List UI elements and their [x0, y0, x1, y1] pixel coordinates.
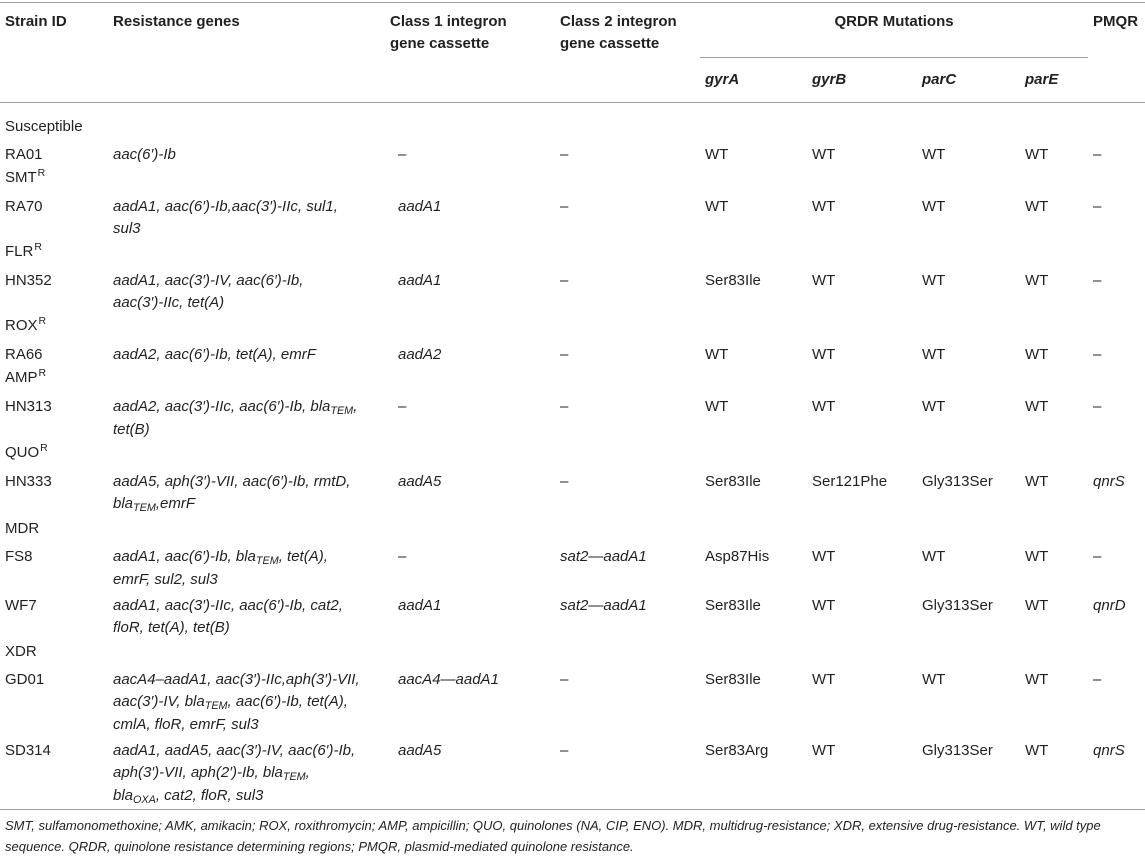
class2-cassette-cell: – [560, 397, 569, 415]
gyrb-mutation-cell: WT [812, 547, 836, 565]
strain-id-cell: HN313 [5, 397, 52, 415]
parc-mutation-cell: WT [922, 145, 946, 163]
gene-subscript: TEM [330, 404, 354, 417]
class2-cassette-cell: – [560, 345, 569, 363]
strain-id-cell: SD314 [0, 736, 108, 810]
gene-line [113, 396, 380, 419]
class2-cassette-cell: sat2—aadA1 [560, 596, 647, 614]
resistance-genes-cell [108, 392, 385, 441]
group-label-superscript: R [37, 167, 46, 180]
pare-mutation-cell: WT [1025, 397, 1049, 415]
group-label: Susceptible [5, 117, 83, 135]
group-label: MDR [5, 519, 40, 537]
group-label-superscript: R [34, 241, 42, 254]
group-label: FLR [5, 243, 34, 260]
gyrb-mutation-cell: WT [812, 596, 836, 614]
gyra-mutation-cell: WT [705, 145, 729, 163]
gyra-mutation-cell: Asp87His [705, 547, 770, 565]
strain-id-cell: GD01 [5, 670, 45, 688]
gene-line [113, 691, 380, 714]
class2-cassette-cell: – [560, 197, 569, 215]
gene-subscript: TEM [282, 770, 306, 783]
header-qrdr-mutations: QRDR Mutations [700, 3, 1088, 58]
group-label: XDR [5, 642, 37, 660]
group-label: SMT [5, 169, 37, 186]
gyra-mutation-cell: WT [705, 397, 729, 415]
pare-mutation-cell: WT [1020, 736, 1088, 810]
pare-mutation-cell: WT [1025, 472, 1049, 490]
strain-row [0, 140, 1145, 166]
gyrb-mutation-cell: WT [812, 670, 836, 688]
strain-row [0, 665, 1145, 736]
pmqr-cell: – [1093, 271, 1102, 289]
strain-row [0, 591, 1145, 639]
pare-mutation-cell: WT [1025, 271, 1049, 289]
table-header [0, 3, 1145, 103]
header-strain-id: Strain ID [0, 3, 108, 103]
group-label-superscript: R [38, 367, 47, 380]
parc-mutation-cell: WT [922, 271, 946, 289]
class1-cassette-cell: aadA2 [398, 345, 442, 363]
header-row-top [0, 3, 1145, 58]
pmqr-cell: – [1093, 145, 1102, 163]
class2-cassette-cell: – [560, 670, 569, 688]
group-row [0, 103, 1145, 140]
resistance-genes-cell [108, 340, 385, 366]
gene-text: , tet(A), [278, 547, 328, 565]
header-pmqr: PMQR [1088, 3, 1145, 103]
gene-line [113, 569, 380, 591]
group-row [0, 240, 1145, 266]
gene-line [113, 471, 380, 493]
pare-mutation-cell: WT [1025, 547, 1049, 565]
gene-line [113, 762, 380, 785]
gene-text: aac(3′)-IIc, tet(A) [113, 293, 225, 311]
header-gyra: gyrA [700, 58, 807, 103]
resistance-genes-cell [108, 140, 385, 166]
gyra-mutation-cell: WT [705, 345, 729, 363]
pmqr-cell: qnrD [1093, 596, 1126, 614]
group-cell [0, 166, 1145, 192]
group-label: ROX [5, 317, 38, 334]
class1-cassette-cell: – [398, 397, 407, 415]
resistance-genes-cell [108, 467, 385, 516]
strain-id-cell: RA66 [5, 345, 43, 363]
gene-line [113, 344, 380, 366]
gene-line [113, 669, 380, 691]
class2-cassette-cell: – [560, 145, 569, 163]
group-cell [0, 240, 1145, 266]
gyra-mutation-cell: Ser83Ile [705, 670, 761, 688]
group-row [0, 366, 1145, 392]
gene-subscript: TEM [255, 554, 279, 567]
group-row [0, 516, 1145, 542]
strain-row [0, 192, 1145, 240]
gene-line [113, 292, 380, 314]
gene-subscript: TEM [133, 501, 156, 514]
parc-mutation-cell: WT [922, 670, 946, 688]
group-label: AMP [5, 369, 38, 386]
gene-line [113, 218, 380, 240]
header-pare: parE [1020, 58, 1088, 103]
gene-text: aadA1, aadA5, aac(3′)-IV, aac(6′)-Ib, [113, 741, 356, 759]
gene-text: aac(3′)-IV, bla [113, 692, 205, 710]
gene-text: aadA1, aac(3′)-IV, aac(6′)-Ib, [113, 271, 304, 289]
gene-text: tet(B) [113, 420, 150, 438]
gene-text: aadA1, aac(6′)-Ib, bla [113, 547, 256, 565]
header-gyrb: gyrB [807, 58, 917, 103]
pare-mutation-cell: WT [1025, 145, 1049, 163]
group-cell [0, 516, 1145, 542]
strain-id-cell: WF7 [5, 596, 37, 614]
gene-text: aacA4–aadA1, aac(3′)-IIc,aph(3′)-VII, [113, 670, 360, 688]
class1-cassette-cell: aadA5 [398, 472, 442, 490]
class2-cassette-cell: sat2—aadA1 [560, 547, 647, 565]
gene-text: aac(6′)-Ib [113, 145, 176, 163]
gene-text: , aac(6′)-Ib, tet(A), [227, 692, 348, 710]
group-cell [0, 639, 1145, 665]
group-label: QUO [5, 444, 40, 461]
group-row [0, 639, 1145, 665]
group-label-superscript: R [38, 315, 47, 328]
strain-row [0, 266, 1145, 314]
header-class1-cassette [385, 3, 555, 103]
gyrb-mutation-cell: WT [812, 145, 836, 163]
gyrb-mutation-cell: Ser121Phe [812, 472, 888, 490]
class1-cassette-cell: aadA1 [398, 197, 442, 215]
pmqr-cell: qnrS [1093, 472, 1125, 490]
gene-line [113, 493, 380, 516]
strain-id-cell: RA70 [5, 197, 43, 215]
parc-mutation-cell: WT [922, 397, 946, 415]
gene-line [113, 595, 380, 617]
gene-text: cmlA, floR, emrF, sul3 [113, 715, 259, 733]
gyrb-mutation-cell: WT [812, 397, 836, 415]
gene-text: , [353, 397, 358, 415]
group-label-superscript: R [40, 442, 48, 455]
gene-line [113, 785, 380, 808]
gene-text: aadA2, aac(3′)-IIc, aac(6′)-Ib, bla [113, 397, 331, 415]
class1-cassette-cell: – [398, 547, 407, 565]
group-row [0, 314, 1145, 340]
strain-row [0, 467, 1145, 516]
gene-text: aadA1, aac(3′)-IIc, aac(6′)-Ib, cat2, [113, 596, 343, 614]
gyra-mutation-cell: Ser83Ile [705, 271, 761, 289]
pmqr-cell: – [1093, 670, 1102, 688]
pare-mutation-cell: WT [1025, 345, 1049, 363]
gene-text: , cat2, floR, sul3 [155, 786, 264, 804]
group-cell [0, 103, 1145, 140]
resistance-genes-cell [108, 736, 385, 810]
strain-row [0, 542, 1145, 591]
group-cell [0, 314, 1145, 340]
group-cell [0, 366, 1145, 392]
gene-line [113, 546, 380, 569]
strain-row [0, 736, 1145, 810]
gene-line [113, 270, 380, 292]
resistance-genes-cell [108, 542, 385, 591]
pmqr-cell: – [1093, 345, 1102, 363]
parc-mutation-cell: Gly313Ser [917, 736, 1020, 810]
gyrb-mutation-cell: WT [807, 736, 917, 810]
resistance-genes-cell [108, 665, 385, 736]
gyrb-mutation-cell: WT [812, 345, 836, 363]
parc-mutation-cell: WT [922, 547, 946, 565]
gene-line [113, 740, 380, 762]
class1-cassette-cell: aadA1 [398, 271, 442, 289]
class1-cassette-cell: aacA4—aadA1 [398, 670, 499, 688]
class1-cassette-cell: – [398, 145, 407, 163]
gene-text: ,emrF [155, 494, 195, 512]
pmqr-cell: – [1093, 397, 1102, 415]
gene-text: bla [113, 494, 134, 512]
gene-subscript: OXA [133, 793, 156, 806]
pmqr-cell: qnrS [1088, 736, 1145, 810]
pare-mutation-cell: WT [1025, 596, 1049, 614]
gene-text: aadA5, aph(3′)-VII, aac(6′)-Ib, rmtD, [113, 472, 351, 490]
gene-line [113, 714, 380, 736]
table-footnote: SMT, sulfamonomethoxine; AMK, amikacin; ROX, roxithromycin; AMP, ampicillin; QUO, quinolones (NA, CIP, ENO). MDR, multidrug-resistance; XDR, extensive drug-resistance. WT, wild type sequence. QRDR, quinolone resistance determining regions; PMQR, plasmid-mediated quinolone resistance. [5, 818, 1101, 854]
gyra-mutation-cell: Ser83Ile [705, 596, 761, 614]
gene-text: bla [113, 786, 134, 804]
class1-cassette-cell: aadA1 [398, 596, 442, 614]
group-row [0, 166, 1145, 192]
strain-row [0, 392, 1145, 441]
gyra-mutation-cell: Ser83Ile [705, 472, 761, 490]
header-class2-cassette [555, 3, 700, 103]
strain-row [0, 340, 1145, 366]
group-cell [0, 441, 1145, 467]
gene-text: , [305, 763, 310, 781]
resistance-genes-cell [108, 192, 385, 240]
gene-text: sul3 [113, 219, 141, 237]
gene-text: aadA1, aac(6′)-Ib,aac(3′)-IIc, sul1, [113, 197, 338, 215]
group-row [0, 441, 1145, 467]
pmqr-cell: – [1093, 197, 1102, 215]
pare-mutation-cell: WT [1025, 670, 1049, 688]
gyrb-mutation-cell: WT [812, 271, 836, 289]
parc-mutation-cell: Gly313Ser [922, 596, 993, 614]
gene-text: aadA2, aac(6′)-Ib, tet(A), emrF [113, 345, 316, 363]
strain-id-cell: RA01 [5, 145, 43, 163]
header-class2-label: Class 2 integron gene cassette [560, 13, 677, 52]
gyra-mutation-cell: Ser83Arg [700, 736, 807, 810]
strain-id-cell: HN352 [5, 271, 52, 289]
gene-subscript: TEM [204, 699, 228, 712]
header-resistance-genes: Resistance genes [108, 3, 385, 103]
parc-mutation-cell: Gly313Ser [922, 472, 993, 490]
gene-text: floR, tet(A), tet(B) [113, 618, 230, 636]
gene-line [113, 419, 380, 441]
gene-line [113, 144, 380, 166]
header-parc: parC [917, 58, 1020, 103]
gene-text: emrF, sul2, sul3 [113, 570, 218, 588]
strain-id-cell: FS8 [5, 547, 33, 565]
gene-line [113, 617, 380, 639]
strain-id-cell: HN333 [5, 472, 52, 490]
resistance-genes-cell [108, 591, 385, 639]
gyrb-mutation-cell: WT [812, 197, 836, 215]
parc-mutation-cell: WT [922, 345, 946, 363]
class2-cassette-cell: – [555, 736, 700, 810]
class2-cassette-cell: – [560, 271, 569, 289]
class2-cassette-cell: – [560, 472, 569, 490]
gene-text: aph(3′)-VII, aph(2′)-Ib, bla [113, 763, 283, 781]
header-class1-label: Class 1 integron gene cassette [390, 13, 507, 52]
pmqr-cell: – [1093, 547, 1102, 565]
resistance-table [0, 2, 1145, 810]
parc-mutation-cell: WT [922, 197, 946, 215]
pare-mutation-cell: WT [1025, 197, 1049, 215]
gyra-mutation-cell: WT [705, 197, 729, 215]
resistance-genes-cell [108, 266, 385, 314]
class1-cassette-cell: aadA5 [385, 736, 555, 810]
gene-line [113, 196, 380, 218]
table-body [0, 103, 1145, 810]
